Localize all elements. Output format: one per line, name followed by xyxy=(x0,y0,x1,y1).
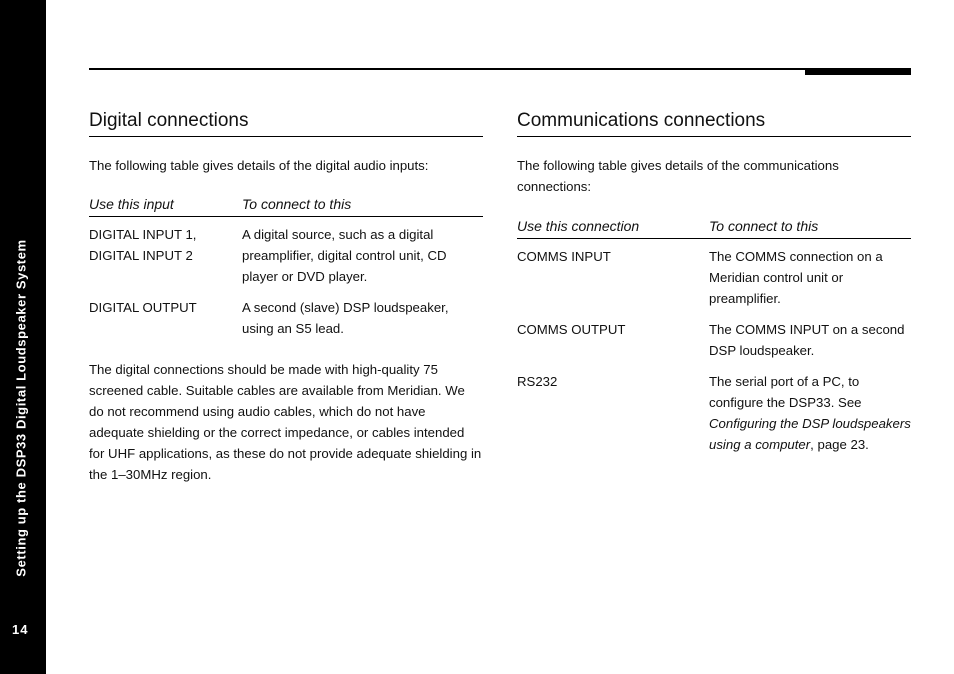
side-bar xyxy=(0,0,46,674)
intro-text: The following table gives details of the communications connections: xyxy=(517,158,839,194)
table-row xyxy=(517,371,911,455)
row-connect: A second (slave) DSP loudspeaker, using an S5 lead. xyxy=(242,300,449,336)
table-row xyxy=(517,319,911,361)
column-header-connect: To connect to this xyxy=(242,196,352,212)
row-connect-page: , page 23. xyxy=(810,437,869,452)
section-heading: Digital connections xyxy=(89,108,483,137)
row-connect: The COMMS INPUT on a second DSP loudspeaker. xyxy=(709,322,905,358)
table-header xyxy=(517,216,911,239)
row-connect: A digital source, such as a digital preamplifier, digital control unit, CD player or DVD player. xyxy=(242,227,447,284)
intro-text: The following table gives details of the digital audio inputs: xyxy=(89,158,429,173)
table-row xyxy=(517,246,911,309)
top-rule xyxy=(89,68,805,70)
row-input: COMMS OUTPUT xyxy=(517,322,626,337)
running-title: Setting up the DSP33 Digital Loudspeaker System xyxy=(13,239,29,577)
table-header xyxy=(89,194,483,217)
digital-connections-section xyxy=(89,108,483,485)
cable-paragraph: The digital connections should be made with high-quality 75 screened cable. Suitable cables are available from Meridian. We do not recommend using audio cables, which do not have adequate shielding or the correct impedance, or cables intended for UHF applications, as these do not provide adequate shielding in the 1–30MHz region. xyxy=(89,362,482,482)
cross-reference-link[interactable]: Configuring the DSP loudspeakers using a computer xyxy=(709,416,911,452)
communications-connections-section xyxy=(517,108,911,455)
row-input: DIGITAL OUTPUT xyxy=(89,300,197,315)
row-connect: The COMMS connection on a Meridian control unit or preamplifier. xyxy=(709,249,883,306)
table-body xyxy=(517,246,911,455)
table-body xyxy=(89,224,483,339)
row-input: RS232 xyxy=(517,374,558,389)
table-row xyxy=(89,297,483,339)
top-rule-block xyxy=(805,68,911,75)
row-connect xyxy=(709,371,911,455)
row-connect-text: The serial port of a PC, to configure the DSP33. See xyxy=(709,374,862,410)
page-number: 14 xyxy=(12,622,29,637)
table-row xyxy=(89,224,483,287)
section-heading: Communications connections xyxy=(517,108,911,137)
row-input: COMMS INPUT xyxy=(517,249,611,264)
row-input: DIGITAL INPUT 1, DIGITAL INPUT 2 xyxy=(89,227,197,263)
column-header-connect: To connect to this xyxy=(709,218,819,234)
column-header-input: Use this input xyxy=(89,196,174,212)
column-header-input: Use this connection xyxy=(517,218,640,234)
